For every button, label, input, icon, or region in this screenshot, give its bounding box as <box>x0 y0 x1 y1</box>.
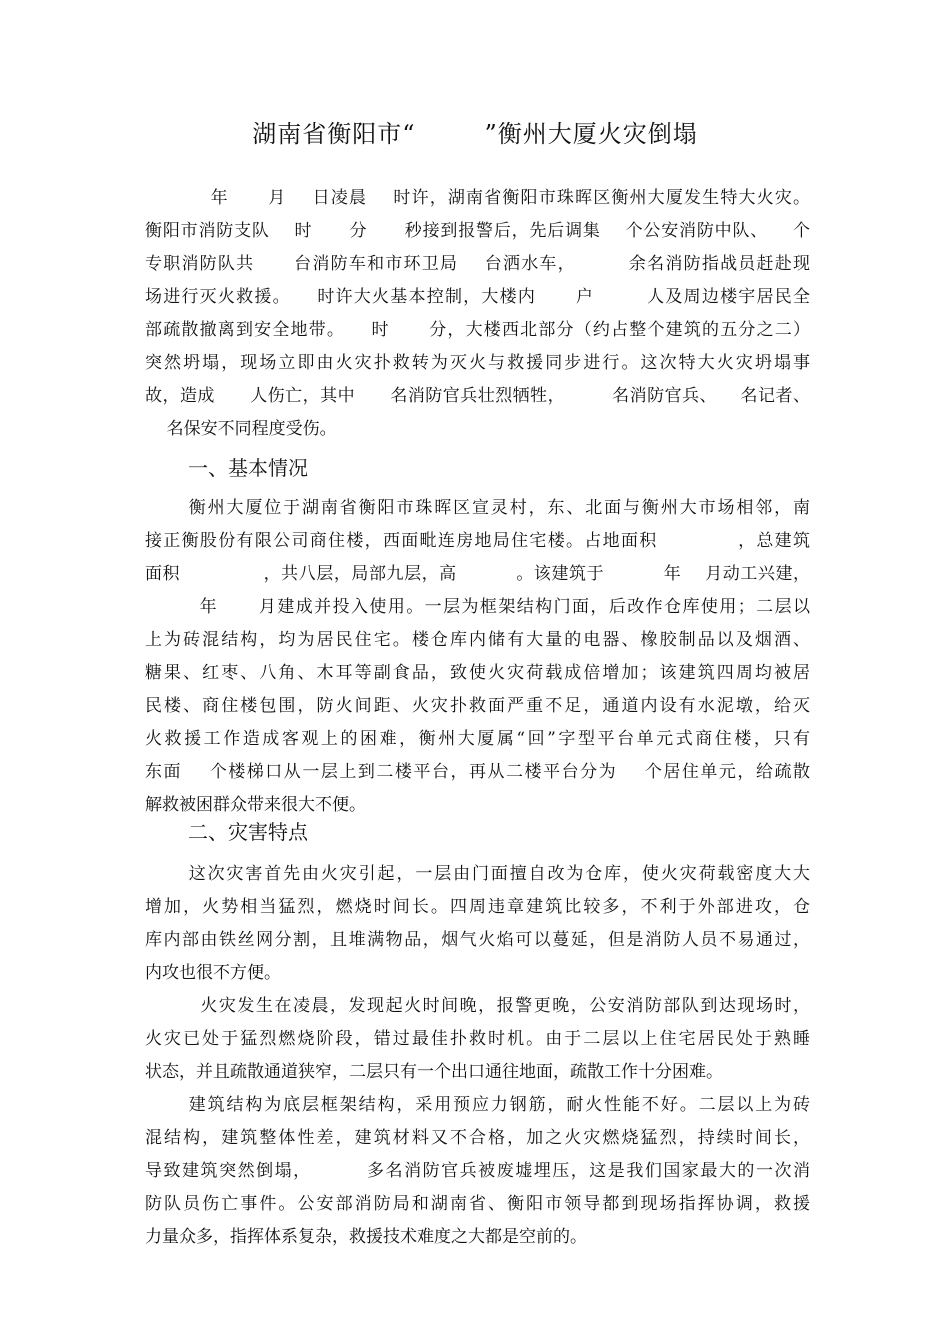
section-heading-basic-info: 一、基本情况 <box>188 456 308 480</box>
section2-line: 这次灾害首先由火灾引起，一层由门面擅自改为仓库，使火灾荷载密度大大 <box>145 864 810 884</box>
section2-line: 增加，火势相当猛烈，燃烧时间长。四周违章建筑比较多，不利于外部进攻，仓 <box>145 897 810 917</box>
section2-line: 防队员伤亡事件。公安部消防局和湖南省、衡阳市领导都到现场指挥协调，救援 <box>145 1194 810 1214</box>
intro-line: 部疏散撤离到安全地带。 时 分，大楼西北部分（约占整个建筑的五分之二） <box>145 320 810 340</box>
section1-line: 接正衡股份有限公司商住楼，西面毗连房地局住宅楼。占地面积 ，总建筑 <box>145 531 810 551</box>
intro-line: 故，造成 人伤亡，其中 名消防官兵壮烈牺牲， 名消防官兵、 名记者、 <box>145 386 810 406</box>
section1-line: 上为砖混结构，均为居民住宅。楼仓库内储有大量的电器、橡胶制品以及烟酒、 <box>145 630 810 650</box>
intro-line: 场进行灭火救援。 时许大火基本控制，大楼内 户 人及周边楼宇居民全 <box>145 287 810 307</box>
section1-line: 年 月建成并投入使用。一层为框架结构门面，后改作仓库使用；二层以 <box>145 597 810 617</box>
section2-line: 状态，并且疏散通道狭窄，二层只有一个出口通往地面，疏散工作十分困难。 <box>145 1062 723 1082</box>
intro-line: 专职消防队共 台消防车和市环卫局 台洒水车， 余名消防指战员赶赴现 <box>145 254 810 274</box>
section1-line: 解救被困群众带来很大不便。 <box>145 795 366 815</box>
section2-line: 内攻也很不方便。 <box>145 963 281 983</box>
section2-line: 火灾发生在凌晨，发现起火时间晚，报警更晚，公安消防部队到达现场时， <box>145 996 810 1016</box>
section2-line: 力量众多，指挥体系复杂，救援技术难度之大都是空前的。 <box>145 1227 587 1247</box>
intro-line: 年 月 日凌晨 时许，湖南省衡阳市珠晖区衡州大厦发生特大火灾。 <box>145 188 810 208</box>
intro-line: 名保安不同程度受伤。 <box>145 419 337 439</box>
section2-line: 混结构，建筑整体性差，建筑材料又不合格，加之火灾燃烧猛烈，持续时间长， <box>145 1128 810 1148</box>
section1-line: 面积 ，共八层，局部九层，高 。该建筑于 年 月动工兴建， <box>145 564 810 584</box>
section2-line: 建筑结构为底层框架结构，采用预应力钢筋，耐火性能不好。二层以上为砖 <box>145 1095 810 1115</box>
document-title: 湖南省衡阳市“ ”衡州大厦火灾倒塌 <box>252 120 698 148</box>
section2-line: 导致建筑突然倒塌， 多名消防官兵被废墟埋压，这是我们国家最大的一次消 <box>145 1161 810 1181</box>
intro-line: 突然坍塌，现场立即由火灾扑救转为灭火与救援同步进行。这次特大火灾坍塌事 <box>145 353 810 373</box>
section1-line: 糖果、红枣、八角、木耳等副食品，致使火灾荷载成倍增加；该建筑四周均被居 <box>145 663 810 683</box>
section2-line: 库内部由铁丝网分割，且堆满物品，烟气火焰可以蔓延，但是消防人员不易通过， <box>145 930 810 950</box>
section1-line: 东面 个楼梯口从一层上到二楼平台，再从二楼平台分为 个居住单元，给疏散 <box>145 762 810 782</box>
intro-line: 衡阳市消防支队 时 分 秒接到报警后，先后调集 个公安消防中队、 个 <box>145 221 810 241</box>
section2-line: 火灾已处于猛烈燃烧阶段，错过最佳扑救时机。由于二层以上住宅居民处于熟睡 <box>145 1029 810 1049</box>
section1-line: 民楼、商住楼包围，防火间距、火灾扑救面严重不足，通道内设有水泥墩，给灭 <box>145 696 810 716</box>
section1-line: 衡州大厦位于湖南省衡阳市珠晖区宣灵村，东、北面与衡州大市场相邻，南 <box>145 498 810 518</box>
section-heading-disaster-features: 二、灾害特点 <box>188 820 308 844</box>
section1-line: 火救援工作造成客观上的困难，衡州大厦属“回”字型平台单元式商住楼，只有 <box>145 729 810 749</box>
